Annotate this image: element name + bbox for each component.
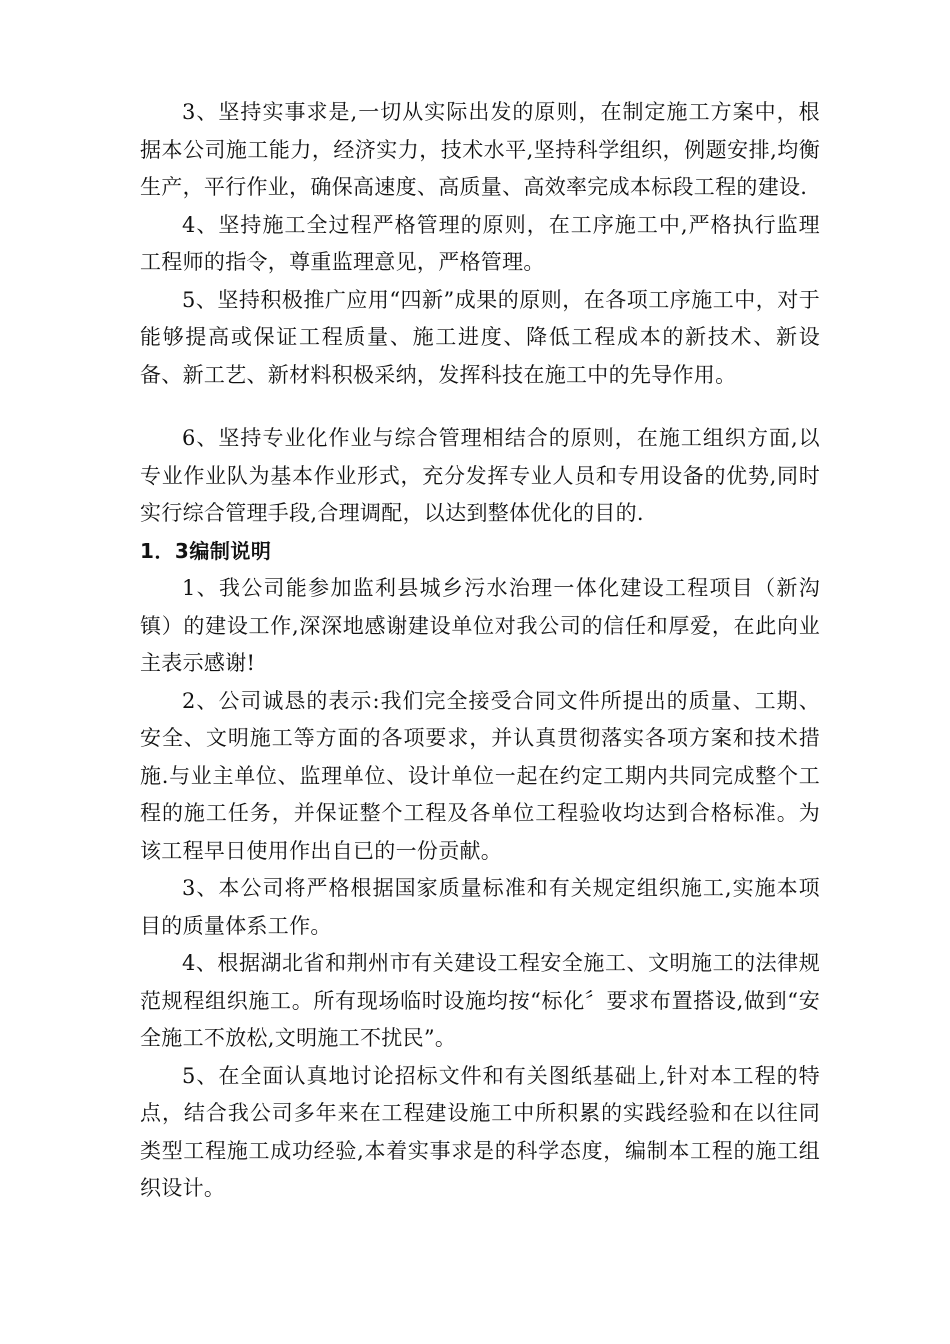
paragraph-note-1: 1、我公司能参加监利县城乡污水治理一体化建设工程项目（新沟镇）的建设工作,深深地感谢建设单位对我公司的信任和厚爱，在此向业主表示感谢!	[140, 576, 820, 675]
paragraph-principle-4: 4、坚持施工全过程严格管理的原则，在工序施工中,严格执行监理工程师的指令，尊重监理意见，严格管理。	[140, 212, 820, 274]
paragraph-principle-3: 3、坚持实事求是,一切从实际出发的原则，在制定施工方案中，根据本公司施工能力，经济实力，技术水平,坚持科学组织，例题安排,均衡生产，平行作业，确保高速度、高质量、高效率完成本标段工程的建设.	[140, 100, 820, 199]
document-body	[140, 94, 820, 1208]
paragraph-principle-5: 5、坚持积极推广应用“四新”成果的原则，在各项工序施工中，对于能够提高或保证工程质量、施工进度、降低工程成本的新技术、新设备、新工艺、新材料积极采纳，发挥科技在施工中的先导作用。	[140, 287, 820, 387]
paragraph-principle-6: 6、坚持专业化作业与综合管理相结合的原则，在施工组织方面,以专业作业队为基本作业形式，充分发挥专业人员和专用设备的优势,同时实行综合管理手段,合理调配，以达到整体优化的目的.	[140, 426, 820, 525]
paragraph-note-5: 5、在全面认真地讨论招标文件和有关图纸基础上,针对本工程的特点，结合我公司多年来在工程建设施工中所积累的实践经验和在以往同类型工程施工成功经验,本着实事求是的科学态度，编制本工程的施工组织设计。	[140, 1063, 820, 1200]
paragraph-note-3: 3、本公司将严格根据国家质量标准和有关规定组织施工,实施本项目的质量体系工作。	[140, 876, 820, 938]
paragraph-note-2: 2、公司诚恳的表示:我们完全接受合同文件所提出的质量、工期、安全、文明施工等方面的各项要求，并认真贯彻落实各项方案和技术措施.与业主单位、监理单位、设计单位一起在约定工期内共同完成整个工程的施工任务，并保证整个工程及各单位工程验收均达到合格标准。为该工程早日使用作出自已的一份贡献。	[140, 688, 820, 863]
paragraph-note-4: 4、根据湖北省和荆州市有关建设工程安全施工、文明施工的法律规范规程组织施工。所有现场临时设施均按“标化〞要求布置搭设,做到“安全施工不放松,文明施工不扰民”。	[140, 951, 820, 1050]
section-heading: 1．3编制说明	[140, 538, 272, 563]
